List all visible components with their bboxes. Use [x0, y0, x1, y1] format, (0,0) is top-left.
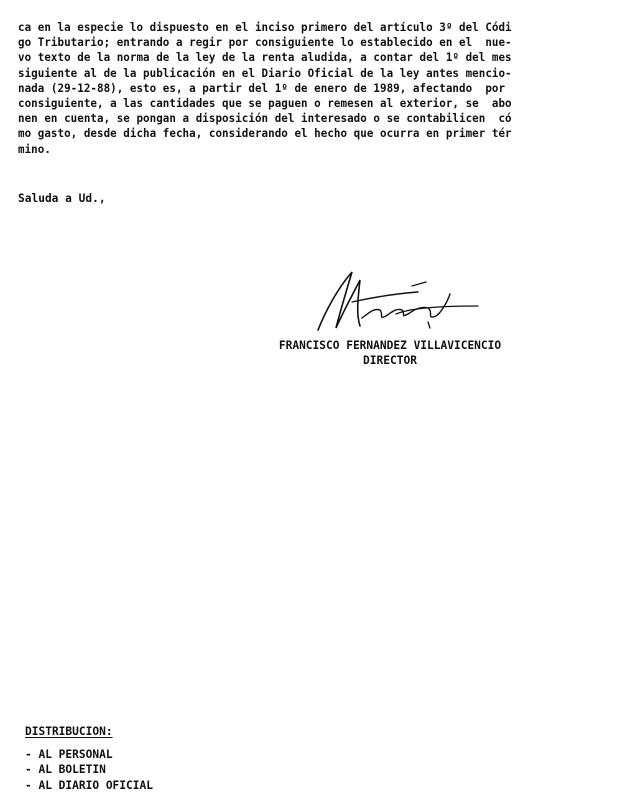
body-line: ca en la especie lo dispuesto en el inciso primero del artículo 3º del Códi [18, 21, 512, 34]
distribution-block [25, 724, 153, 793]
body-line: mo gasto, desde dicha fecha, considerando el hecho que ocurra en primer tér [18, 127, 512, 141]
signature-block [205, 338, 575, 368]
signer-name: FRANCISCO FERNANDEZ VILLAVICENCIO [278, 339, 502, 352]
body-line: vo texto de la norma de la ley de la renta aludida, a contar del 1º del mes [18, 51, 512, 65]
list-item: - AL DIARIO OFICIAL [25, 778, 153, 792]
list-item: - AL PERSONAL [25, 747, 113, 761]
handwritten-signature [300, 262, 490, 340]
body-line: consiguiente, a las cantidades que se paguen o remesen al exterior, se abo [18, 97, 512, 111]
signer-title: DIRECTOR [363, 354, 417, 367]
body-line: mino. [18, 142, 51, 156]
body-line: go Tributario; entrando a regir por consiguiente lo establecido en el nue- [18, 36, 512, 50]
distribution-title: DISTRIBUCION: [25, 725, 113, 738]
body-line: siguiente al de la publicación en el Diario Oficial de la ley antes mencio- [18, 66, 512, 80]
body-line: nada (29-12-88), esto es, a partir del 1º de enero de 1989, afectando por [18, 81, 506, 95]
distribution-list [25, 747, 153, 794]
list-item: - AL BOLETIN [25, 763, 106, 776]
body-line: nen en cuenta, se pongan a disposición del interesado o se contabilicen có [18, 112, 512, 126]
letter-body [18, 20, 600, 157]
salutation: Saluda a Ud., [18, 192, 106, 205]
